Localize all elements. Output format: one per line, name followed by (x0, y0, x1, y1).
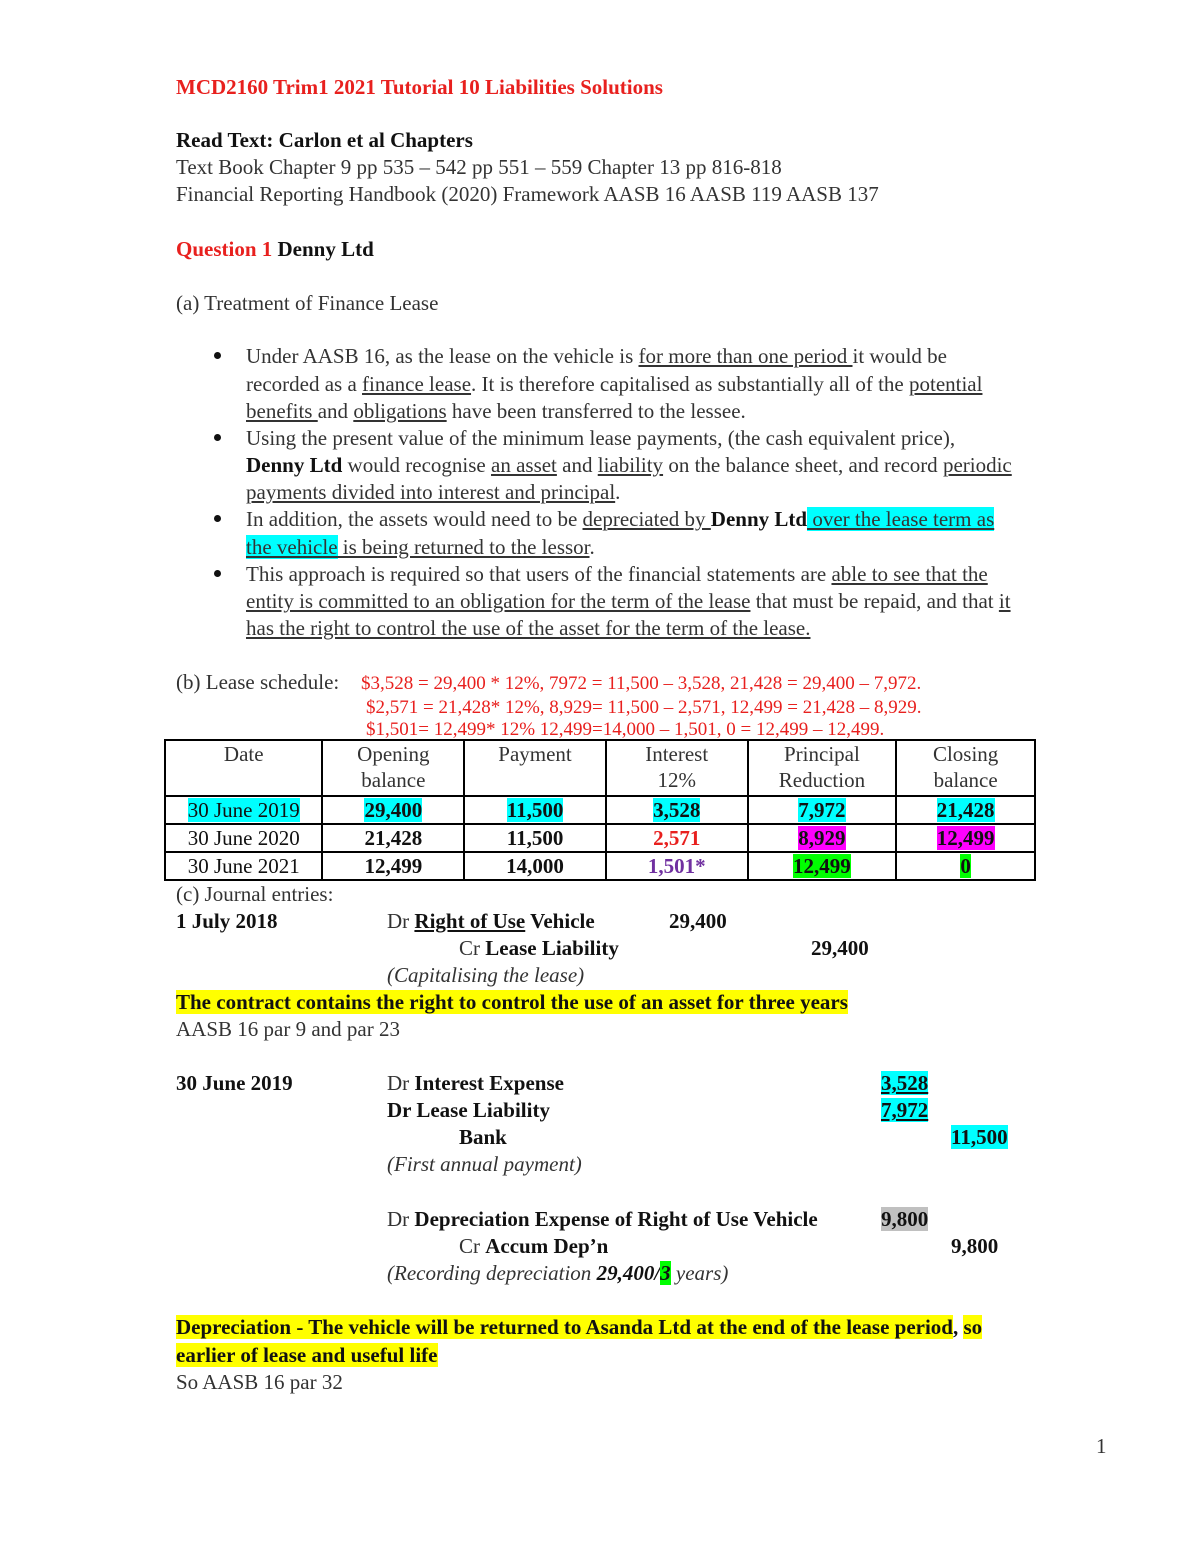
cell-payment: 11,500 (464, 796, 606, 824)
cell-closing: 21,428 (896, 796, 1035, 824)
bullet-1-line-1: Under AASB 16, as the lease on the vehicle is for more than one period it would be (246, 344, 948, 368)
lease-schedule-table (164, 739, 1036, 881)
entry-2-debit-2: Dr Lease Liability (387, 1098, 550, 1122)
question-heading (176, 236, 374, 263)
cell-payment: 11,500 (464, 824, 606, 852)
entry-1-highlight: The contract contains the right to control the use of an asset for three years (176, 990, 848, 1014)
bullet-2-line-3: payments divided into interest and principal. (246, 480, 621, 504)
entry-1-note: (Capitalising the lease) (387, 963, 585, 987)
depreciation-reference: So AASB 16 par 32 (176, 1370, 343, 1394)
entry-3-note: (Recording depreciation 29,400/3 years) (387, 1261, 729, 1285)
formula-line-2: $2,571 = 21,428* 12%, 8,929= 11,500 – 2,571, 12,499 = 21,428 – 8,929. (366, 697, 922, 718)
cell-closing: 12,499 (896, 824, 1035, 852)
page-title: MCD2160 Trim1 2021 Tutorial 10 Liabilities Solutions (176, 75, 663, 99)
entry-1-reference: AASB 16 par 9 and par 23 (176, 1017, 400, 1041)
cell-opening: 21,428 (322, 824, 464, 852)
entry-1-debit: Dr Right of Use Vehicle (387, 909, 595, 933)
cell-interest: 2,571 (606, 824, 748, 852)
question-label: Question 1 (176, 237, 273, 261)
entry-2-credit: Bank (459, 1125, 507, 1149)
cell-interest: 1,501* (606, 852, 748, 880)
table-header-row (165, 740, 1035, 796)
bullet-icon (214, 570, 221, 577)
formula-line-3: $1,501= 12,499* 12% 12,499=14,000 – 1,501, 0 = 12,499 – 12,499. (366, 719, 885, 740)
reading-line-2: Financial Reporting Handbook (2020) Framework AASB 16 AASB 119 AASB 137 (176, 182, 879, 206)
cell-date: 30 June 2021 (165, 852, 322, 880)
bullet-icon (214, 515, 221, 522)
bullet-3-line-2: the vehicle is being returned to the lessor. (246, 535, 595, 559)
bullet-1-line-3: benefits and obligations have been transferred to the lessee. (246, 399, 746, 423)
cell-principal: 8,929 (748, 824, 897, 852)
part-b-label: (b) Lease schedule: (176, 670, 340, 694)
entry-2-debit-2-amount: 7,972 (881, 1098, 929, 1122)
reading-line-1: Text Book Chapter 9 pp 535 – 542 pp 551 – 559 Chapter 13 pp 816-818 (176, 155, 782, 179)
entry-2-date: 30 June 2019 (176, 1071, 293, 1095)
cell-principal: 7,972 (748, 796, 897, 824)
bullet-4-line-3: has the right to control the use of the asset for the term of the lease. (246, 616, 811, 640)
part-c-label: (c) Journal entries: (176, 882, 334, 906)
table-row (165, 824, 1035, 852)
bullet-2-line-2: Denny Ltd would recognise an asset and liability on the balance sheet, and record periodic (246, 453, 1012, 477)
entry-2-credit-amount: 11,500 (951, 1125, 1008, 1149)
cell-interest: 3,528 (606, 796, 748, 824)
entry-2-debit-1-amount: 3,528 (881, 1071, 929, 1095)
col-header-payment: Payment (464, 740, 606, 796)
cell-opening: 12,499 (322, 852, 464, 880)
page-number: 1 (1096, 1434, 1107, 1458)
table-row (165, 796, 1035, 824)
cell-payment: 14,000 (464, 852, 606, 880)
entry-2-debit-1: Dr Interest Expense (387, 1071, 564, 1095)
part-a-heading: (a) Treatment of Finance Lease (176, 291, 439, 315)
table-row (165, 852, 1035, 880)
entry-1-credit: Cr Lease Liability (459, 936, 619, 960)
col-header-closing: Closing balance (896, 740, 1035, 796)
depreciation-note-line-1: Depreciation - The vehicle will be returned to Asanda Ltd at the end of the lease period, so (176, 1315, 983, 1339)
cell-date: 30 June 2019 (165, 796, 322, 824)
entry-1-date: 1 July 2018 (176, 909, 278, 933)
entry-3-credit: Cr Accum Dep’n (459, 1234, 609, 1258)
depreciation-note-line-2: earlier of lease and useful life (176, 1343, 438, 1367)
formula-line-1: $3,528 = 29,400 * 12%, 7972 = 11,500 – 3,528, 21,428 = 29,400 – 7,972. (361, 673, 922, 694)
bullet-2-line-1: Using the present value of the minimum lease payments, (the cash equivalent price), (246, 426, 956, 450)
col-header-date: Date (165, 740, 322, 796)
cell-date: 30 June 2020 (165, 824, 322, 852)
entry-1-debit-amount: 29,400 (669, 909, 727, 933)
cell-closing: 0 (896, 852, 1035, 880)
entry-2-note: (First annual payment) (387, 1152, 582, 1176)
entry-3-credit-amount: 9,800 (951, 1234, 999, 1258)
entry-3-debit: Dr Depreciation Expense of Right of Use Vehicle (387, 1207, 818, 1231)
bullet-4-line-1: This approach is required so that users of the financial statements are able to see that the (246, 562, 988, 586)
cell-opening: 29,400 (322, 796, 464, 824)
bullet-3-line-1: In addition, the assets would need to be depreciated by Denny Ltd over the lease term as (246, 507, 995, 531)
col-header-opening: Opening balance (322, 740, 464, 796)
col-header-interest: Interest 12% (606, 740, 748, 796)
bullet-icon (214, 352, 221, 359)
question-company: Denny Ltd (277, 237, 374, 261)
entry-3-debit-amount: 9,800 (881, 1207, 929, 1231)
cell-principal: 12,499 (748, 852, 897, 880)
bullet-icon (214, 434, 221, 441)
col-header-principal: Principal Reduction (748, 740, 897, 796)
bullet-1-line-2: recorded as a finance lease. It is therefore capitalised as substantially all of the potential (246, 372, 983, 396)
reading-heading: Read Text: Carlon et al Chapters (176, 128, 473, 152)
bullet-4-line-2: entity is committed to an obligation for the term of the lease that must be repaid, and that it (246, 589, 1011, 613)
entry-1-credit-amount: 29,400 (811, 936, 869, 960)
